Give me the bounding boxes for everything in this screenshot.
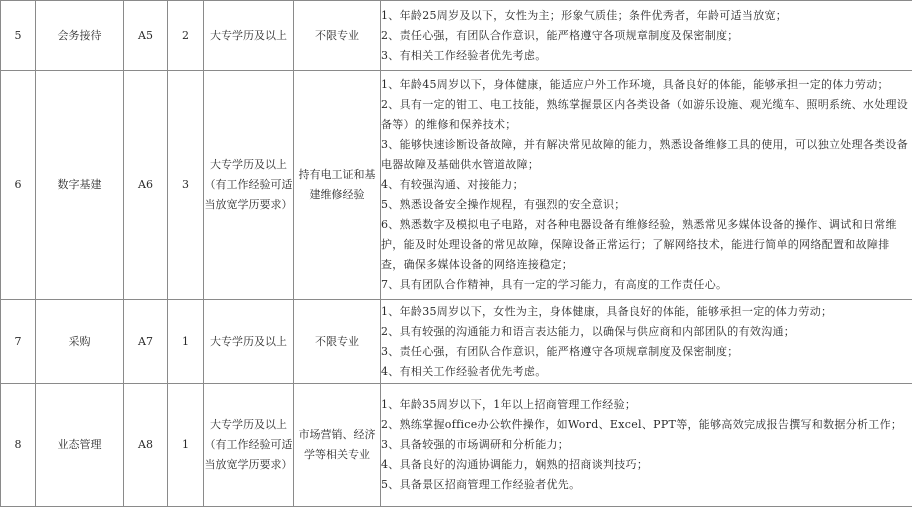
requirement-item: 2、具有一定的钳工、电工技能，熟练掌握景区内各类设备（如游乐设施、观光缆车、照明系统、水处理设备等）的维修和保养技术；: [381, 95, 912, 135]
position-name: 业态管理: [36, 384, 124, 507]
requirement-item: 2、熟练掌握office办公软件操作，如Word、Excel、PPT等，能够高效完成报告撰写和数据分析工作；: [381, 415, 912, 435]
position-name: 数字基建: [36, 71, 124, 300]
position-code: A5: [124, 1, 168, 71]
row-number: 5: [1, 1, 36, 71]
major-requirement: 持有电工证和基建维修经验: [294, 71, 381, 300]
position-code: A6: [124, 71, 168, 300]
table-row: [1, 71, 912, 300]
position-name: 会务接待: [36, 1, 124, 71]
table-row: [1, 384, 912, 507]
position-name: 采购: [36, 300, 124, 384]
requirement-item: 7、具有团队合作精神，具有一定的学习能力，有高度的工作责任心。: [381, 275, 912, 295]
row-number: 8: [1, 384, 36, 507]
job-requirements: [381, 71, 912, 300]
headcount: 1: [168, 300, 204, 384]
requirement-item: 3、具备较强的市场调研和分析能力；: [381, 435, 912, 455]
position-code: A7: [124, 300, 168, 384]
row-number: 7: [1, 300, 36, 384]
requirement-item: 1、年龄35周岁以下，女性为主，身体健康，具备良好的体能，能够承担一定的体力劳动；: [381, 302, 912, 322]
job-requirements: [381, 300, 912, 384]
major-requirement: 不限专业: [294, 300, 381, 384]
job-requirements: [381, 1, 912, 71]
requirement-item: 1、年龄35周岁以下，1年以上招商管理工作经验；: [381, 395, 912, 415]
requirement-item: 5、具备景区招商管理工作经验者优先。: [381, 475, 912, 495]
position-code: A8: [124, 384, 168, 507]
major-requirement: 不限专业: [294, 1, 381, 71]
requirement-item: 3、责任心强，有团队合作意识，能严格遵守各项规章制度及保密制度；: [381, 342, 912, 362]
education-requirement: 大专学历及以上（有工作经验可适当放宽学历要求）: [204, 71, 294, 300]
headcount: 2: [168, 1, 204, 71]
requirement-item: 1、年龄45周岁以下，身体健康，能适应户外工作环境，具备良好的体能，能够承担一定的体力劳动；: [381, 75, 912, 95]
requirement-item: 1、年龄25周岁及以下，女性为主；形象气质佳；条件优秀者，年龄可适当放宽；: [381, 6, 912, 26]
table-row: [1, 300, 912, 384]
requirement-item: 4、有较强沟通、对接能力；: [381, 175, 912, 195]
job-requirements: [381, 384, 912, 507]
headcount: 3: [168, 71, 204, 300]
education-requirement: 大专学历及以上（有工作经验可适当放宽学历要求）: [204, 384, 294, 507]
education-requirement: 大专学历及以上: [204, 1, 294, 71]
headcount: 1: [168, 384, 204, 507]
education-requirement: 大专学历及以上: [204, 300, 294, 384]
requirement-item: 6、熟悉数字及模拟电子电路，对各种电器设备有维修经验，熟悉常见多媒体设备的操作、调试和日常维护，能及时处理设备的常见故障，保障设备正常运行；了解网络技术，能进行简单的网络配置和故障排查，确保多媒体设备的网络连接稳定；: [381, 215, 912, 275]
major-requirement: 市场营销、经济学等相关专业: [294, 384, 381, 507]
table-row: [1, 1, 912, 71]
requirement-item: 5、熟悉设备安全操作规程，有强烈的安全意识；: [381, 195, 912, 215]
requirement-item: 3、能够快速诊断设备故障，并有解决常见故障的能力，熟悉设备维修工具的使用，可以独立处理各类设备电器故障及基础供水管道故障；: [381, 135, 912, 175]
requirement-item: 3、有相关工作经验者优先考虑。: [381, 46, 912, 66]
requirement-item: 4、有相关工作经验者优先考虑。: [381, 362, 912, 382]
requirement-item: 2、责任心强，有团队合作意识，能严格遵守各项规章制度及保密制度；: [381, 26, 912, 46]
requirement-item: 2、具有较强的沟通能力和语言表达能力，以确保与供应商和内部团队的有效沟通；: [381, 322, 912, 342]
row-number: 6: [1, 71, 36, 300]
requirement-item: 4、具备良好的沟通协调能力，娴熟的招商谈判技巧；: [381, 455, 912, 475]
